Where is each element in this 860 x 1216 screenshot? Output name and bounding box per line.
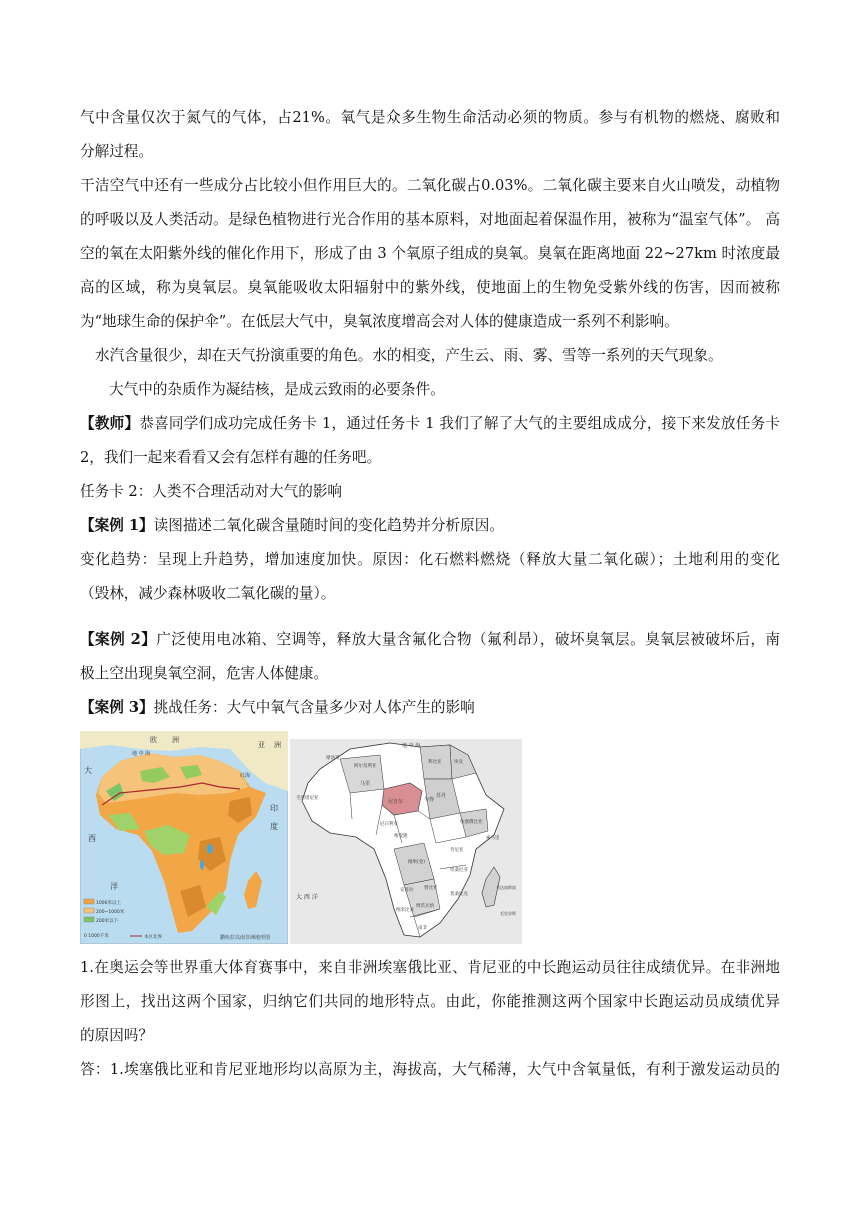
case2-label: 【案例 2】 [80, 631, 157, 648]
paragraph-line: 大气中的杂质作为凝结核，是成云致雨的必要条件。 [109, 381, 445, 398]
map1-line-label: 本区北界 [144, 935, 162, 940]
map2-label-south-africa: 南非 [418, 926, 427, 931]
map1-label-europe: 欧 [150, 736, 157, 744]
case1-text: 读图描述二氧化碳含量随时间的变化趋势并分析原因。 [153, 517, 504, 534]
case2-text: 广泛使用电冰箱、空调等，释放大量含氟化合物（氟利昂），破坏臭氧层。臭氧层被破坏后，南 [156, 631, 780, 648]
question-line: 形图上，找出这两个国家，归纳它们共同的地形特点。由此，你能推测这两个国家中长跑运动员成绩优异 [80, 993, 780, 1010]
map1-label-red-sea: 红海 [240, 773, 251, 779]
map1-caption: 撒哈拉以南非洲地形图 [220, 935, 271, 941]
task-card-title: 任务卡 2：人类不合理活动对大气的影响 [80, 483, 343, 500]
map2-label-egypt: 埃及 [454, 760, 463, 765]
map1-label-ocean: 洋 [110, 882, 118, 891]
map2-label-somalia: 索马里 [486, 836, 500, 841]
case2-paragraph [80, 630, 780, 650]
map1-legend-2: 200~1000米 [96, 910, 125, 915]
africa-maps [80, 731, 522, 944]
question-line: 的原因吗？ [80, 1027, 153, 1044]
paragraph-line: 分解过程。 [80, 143, 153, 160]
map2-label-atlantic: 大 西 洋 [296, 894, 318, 901]
paragraph-line: 极上空出现臭氧空洞，危害人体健康。 [80, 665, 329, 682]
case1-label: 【案例 1】 [80, 517, 154, 534]
case3-text: 挑战任务：大气中氧气含量多少对人体产生的影响 [153, 699, 475, 716]
map2-label-niger: 尼日尔 [388, 799, 404, 805]
case3-label: 【案例 3】 [80, 699, 154, 716]
paragraph-line: 空的氧在太阳紫外线的催化作用下，形成了由 3 个氧原子组成的臭氧。臭氧在距离地面 22~27km 时浓度最 [80, 245, 780, 262]
map2-label-botswana: 博茨瓦纳 [416, 904, 434, 909]
map2-label-ethiopia: 埃塞俄比亚 [460, 820, 483, 825]
case1-paragraph [80, 516, 780, 536]
paragraph-line: 的呼吸以及人类活动。是绿色植物进行光合作用的基本原料，对地面起着保温作用，被称为“温室气体”。 高 [80, 211, 780, 228]
map2-label-zambia: 赞比亚 [424, 886, 438, 891]
map2-label-mediterranean: 地 中 海 [402, 743, 421, 749]
map1-label-mediterranean: 地 中 海 [132, 751, 151, 757]
map1-label-europe2: 洲 [172, 736, 179, 744]
paragraph-line: 高的区域，称为臭氧层。臭氧能吸收太阳辐射中的紫外线，使地面上的生物免受紫外线的伤害，因而被称 [80, 279, 780, 296]
paragraph-line: 气中含量仅次于氮气的气体，占21%。氧气是众多生物生命活动必须的物质。参与有机物的燃烧、腐败和 [80, 109, 780, 126]
map2-label-libya: 利比亚 [428, 760, 442, 765]
map2-label-mauritius: 毛里求斯 [500, 911, 516, 916]
case3-paragraph [80, 698, 780, 718]
map1-legend-3: 200米以下 [96, 919, 119, 924]
map2-label-nigeria: 尼日利亚 [380, 822, 398, 827]
map1-label-asia2: 洲 [274, 741, 281, 749]
teacher-text: 恭喜同学们成功完成任务卡 1，通过任务卡 1 我们了解了大气的主要组成成分，接下来发放任务卡 [139, 415, 780, 432]
africa-topographic-map [80, 731, 288, 944]
map1-scale: 0 1000千米 [84, 934, 109, 939]
map2-label-angola: 安哥拉 [400, 888, 414, 893]
question-line: 1.在奥运会等世界重大体育赛事中，来自非洲埃塞俄比亚、肯尼亚的中长跑运动员往往成绩优异。在非洲地 [80, 959, 780, 976]
map2-label-mauritania: 毛里塔尼亚 [296, 796, 319, 801]
answer-line: 答：1.埃塞俄比亚和肯尼亚地形均以高原为主，海拔高，大气稀薄，大气中含氧量低，有利于激发运动员的 [80, 1061, 780, 1078]
map2-label-congo: 刚果(金) [408, 860, 426, 865]
map1-label-indian1: 印 [270, 804, 278, 813]
map1-label-atlantic1: 大 [84, 766, 92, 775]
map2-label-sudan: 苏丹 [436, 793, 447, 799]
paragraph-line: 水汽含量很少，却在天气扮演重要的角色。水的相变，产生云、雨、雾、雪等一系列的天气现象。 [95, 347, 723, 364]
paragraph-line: 干洁空气中还有一些成分占比较小但作用巨大的。二氧化碳占0.03%。二氧化碳主要来自火山喷发，动植物 [80, 177, 780, 194]
map1-label-asia: 亚 [258, 741, 265, 749]
map2-label-chad: 乍得 [424, 797, 435, 803]
map2-label-tanzania: 坦桑尼亚 [450, 868, 468, 873]
map2-label-algeria: 阿尔及利亚 [354, 764, 377, 769]
africa-political-map [290, 739, 522, 944]
map1-legend-1: 1000米以上 [96, 901, 121, 906]
paragraph-line: 变化趋势：呈现上升趋势，增加速度加快。原因：化石燃料燃烧（释放大量二氧化碳）；土地利用的变化 [80, 551, 780, 568]
map2-label-namibia: 纳米比亚 [396, 908, 414, 913]
paragraph-line: 为“地球生命的保护伞”。在低层大气中，臭氧浓度增高会对人体的健康造成一系列不利影响。 [80, 313, 679, 330]
map2-label-mozambique: 莫桑比克 [450, 892, 468, 897]
map2-label-cameroon: 喀麦隆 [394, 834, 408, 839]
teacher-label: 【教师】 [80, 415, 140, 432]
map2-label-morocco: 摩洛哥 [326, 756, 340, 761]
teacher-paragraph [80, 414, 780, 434]
paragraph-line: 2，我们一起来看看又会有怎样有趣的任务吧。 [80, 449, 382, 466]
map2-label-mali: 马里 [360, 781, 371, 787]
map2-label-kenya: 肯尼亚 [450, 848, 464, 853]
map1-label-indian2: 度 [270, 822, 278, 831]
map1-label-atlantic2: 西 [88, 834, 96, 843]
paragraph-line: （毁林，减少森林吸收二氧化碳的量）。 [80, 585, 336, 602]
map2-label-madagascar: 马达加斯加 [496, 885, 516, 890]
